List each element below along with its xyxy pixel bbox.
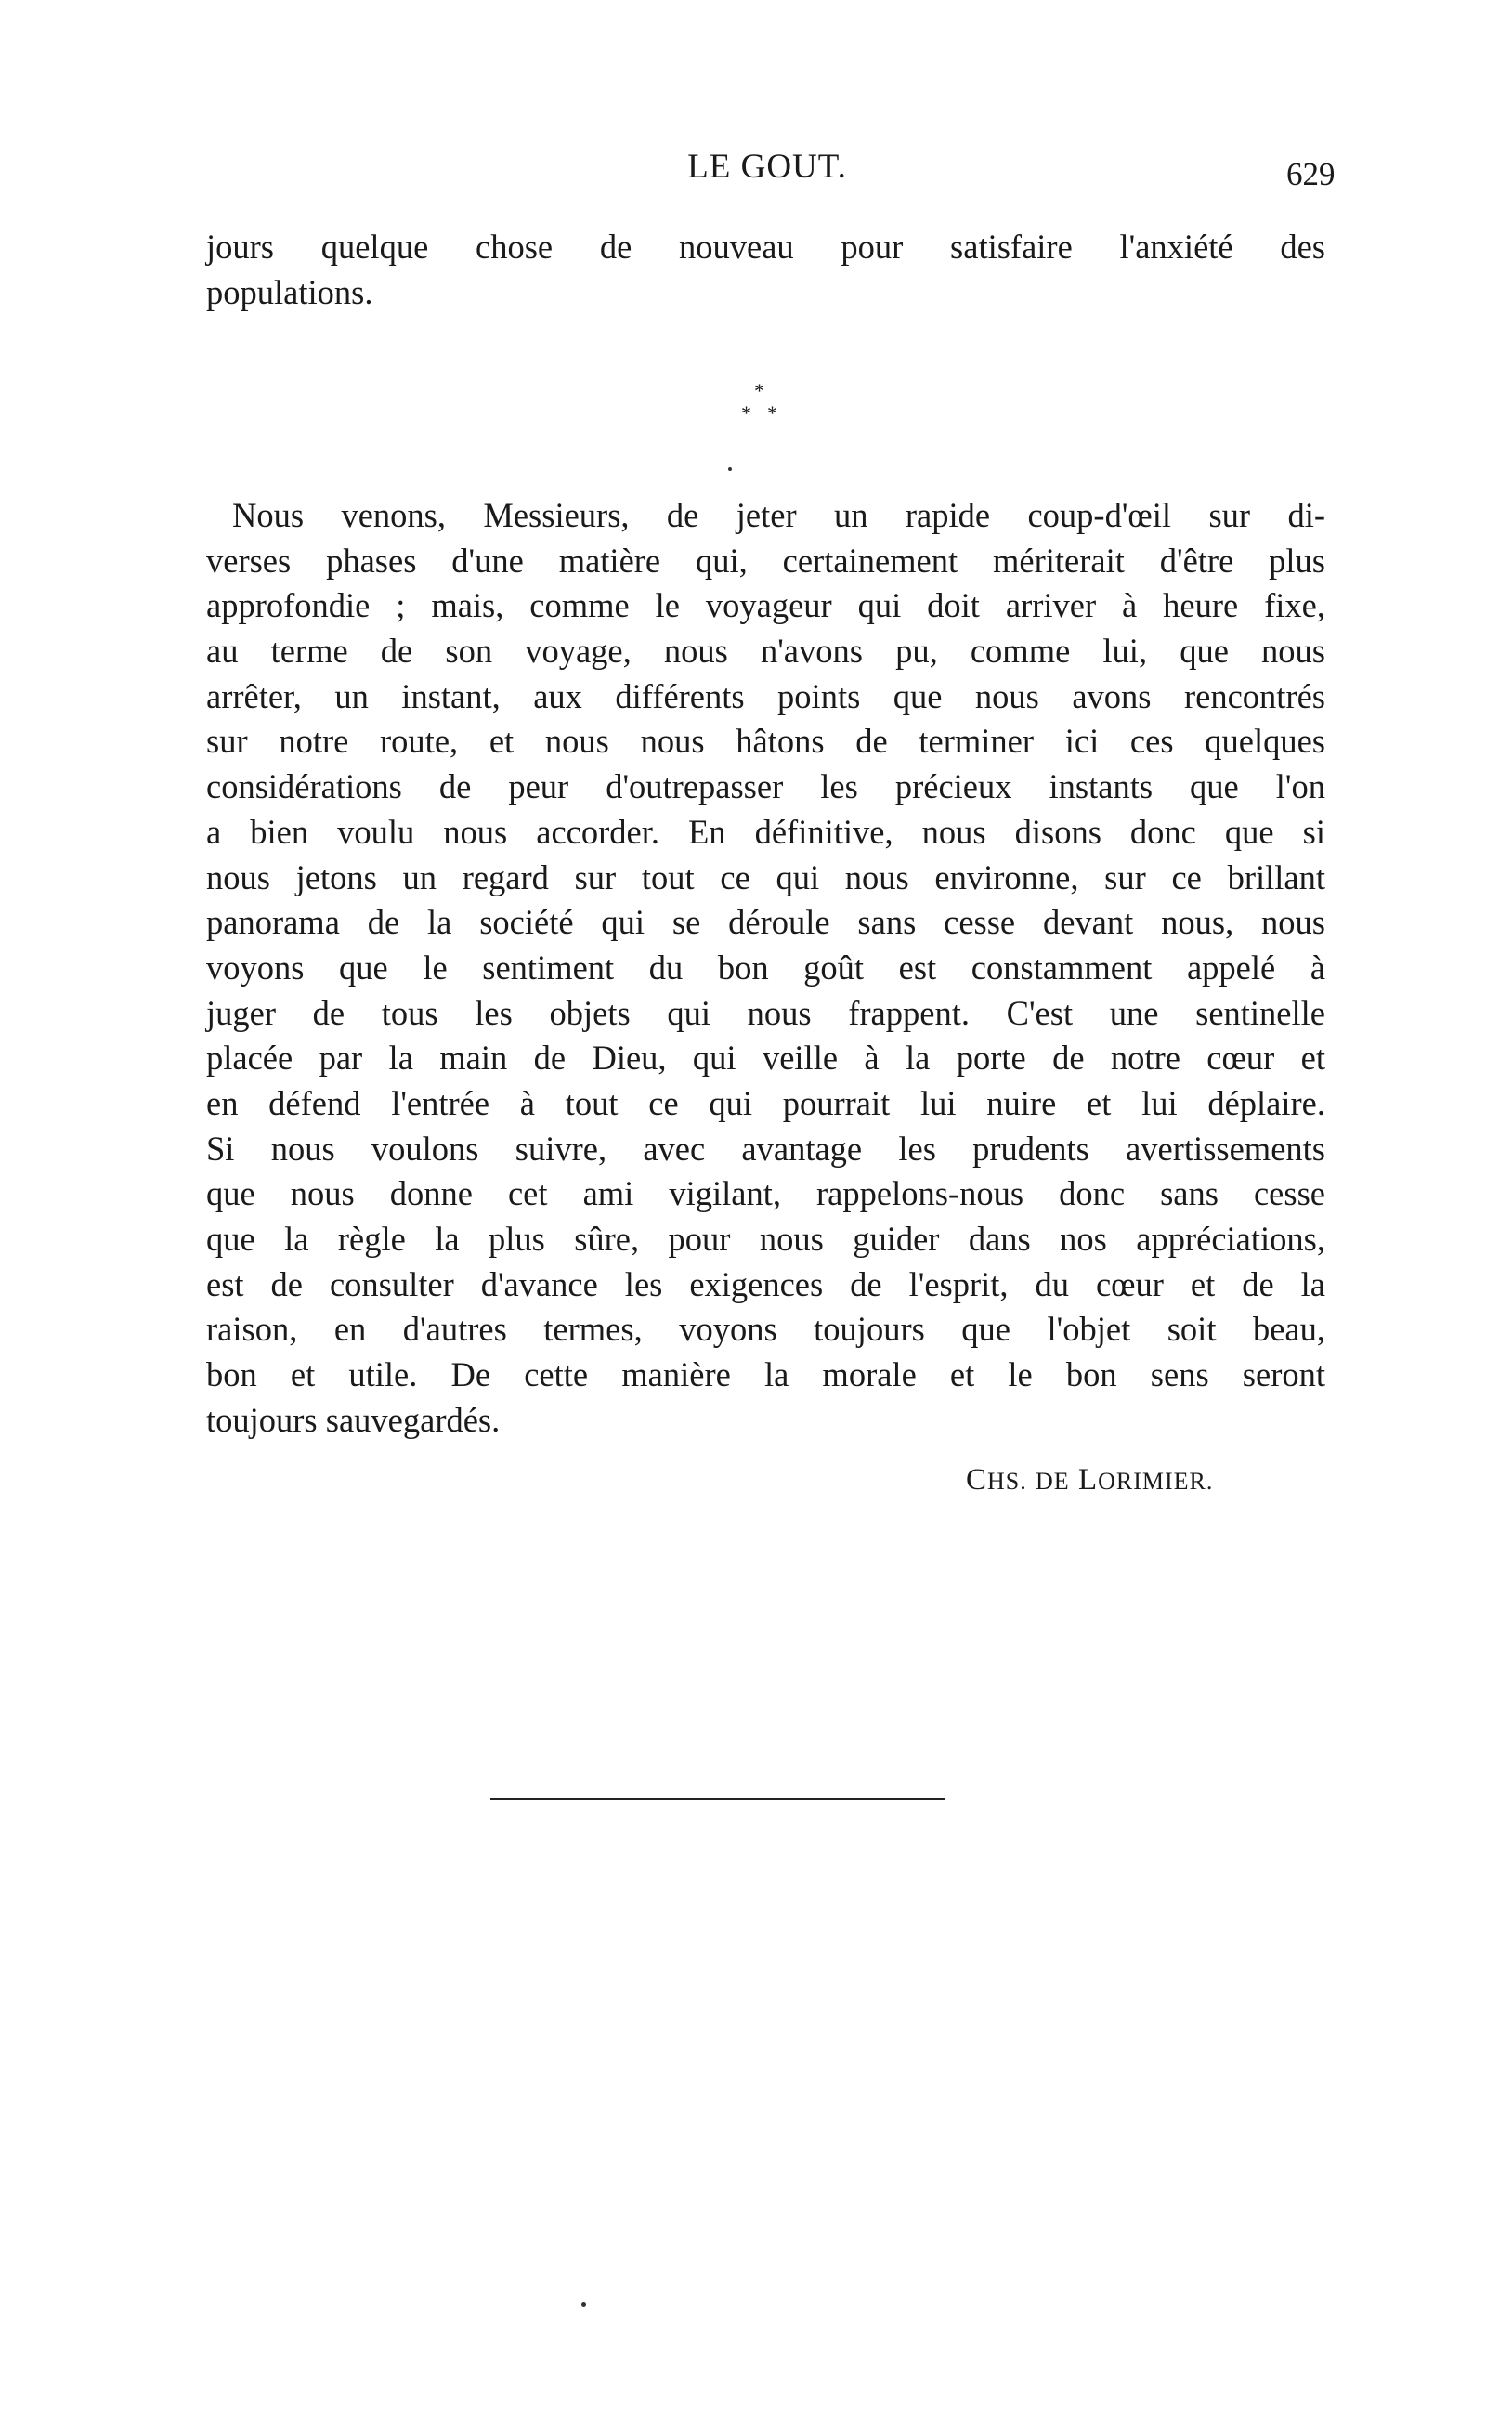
author-signature <box>966 1463 1213 1497</box>
end-rule <box>490 1798 945 1800</box>
text-line: juger de tous les objets qui nous frappent. C'est une sentinelle <box>206 993 1325 1032</box>
text-line: sur notre route, et nous nous hâtons de terminer ici ces quelques <box>206 722 1325 761</box>
text-line: que la règle la plus sûre, pour nous guider dans nos appréciations, <box>206 1220 1325 1258</box>
text-line: jours quelque chose de nouveau pour satisfaire l'anxiété des <box>206 228 1325 266</box>
text-line: approfondie ; mais, comme le voyageur qui doit arriver à heure fixe, <box>206 586 1325 625</box>
text-line: populations. <box>206 272 373 311</box>
text-line: considérations de peur d'outrepasser les précieux instants que l'on <box>206 767 1325 806</box>
text-line: a bien voulu nous accorder. En définitive, nous disons donc que si <box>206 812 1325 851</box>
text-line: toujours sauvegardés. <box>206 1400 501 1439</box>
page-header-title: LE GOUT. <box>687 148 847 186</box>
asterism-star: * <box>754 379 764 402</box>
signature-part: HS. <box>987 1468 1027 1495</box>
main-paragraph <box>206 493 1325 1443</box>
text-line: Nous venons, Messieurs, de jeter un rapide coup-d'œil sur di- <box>232 496 1325 534</box>
page-number: 629 <box>1286 156 1336 192</box>
asterism-star: * <box>741 401 751 425</box>
text-line: Si nous voulons suivre, avec avantage les prudents avertissements <box>206 1129 1325 1168</box>
asterism-star: * <box>767 401 777 425</box>
text-line: que nous donne cet ami vigilant, rappelons-nous donc sans cesse <box>206 1174 1325 1213</box>
text-line: arrêter, un instant, aux différents points que nous avons rencontrés <box>206 676 1325 715</box>
text-line: est de consulter d'avance les exigences de l'esprit, du cœur et de la <box>206 1264 1325 1303</box>
signature-part: DE <box>1036 1468 1070 1495</box>
section-asterism <box>734 379 799 453</box>
text-line: nous jetons un regard sur tout ce qui nous environne, sur ce brillant <box>206 857 1325 896</box>
text-line: placée par la main de Dieu, qui veille à la porte de notre cœur et <box>206 1039 1325 1078</box>
text-line: voyons que le sentiment du bon goût est constamment appelé à <box>206 948 1325 987</box>
text-line: bon et utile. De cette manière la morale et le bon sens seront <box>206 1355 1325 1394</box>
print-speck <box>581 2302 586 2307</box>
signature-part: ORIMIER. <box>1098 1468 1214 1495</box>
signature-initial: C <box>966 1463 988 1497</box>
signature-initial: L <box>1077 1463 1099 1497</box>
text-line: verses phases d'une matière qui, certainement mériterait d'être plus <box>206 541 1325 580</box>
text-line: en défend l'entrée à tout ce qui pourrait lui nuire et lui déplaire. <box>206 1083 1325 1122</box>
print-speck <box>728 467 732 471</box>
text-line: raison, en d'autres termes, voyons toujours que l'objet soit beau, <box>206 1310 1325 1349</box>
continuation-text <box>206 225 1325 315</box>
text-line: panorama de la société qui se déroule sans cesse devant nous, nous <box>206 903 1325 942</box>
text-line: au terme de son voyage, nous n'avons pu, comme lui, que nous <box>206 632 1325 671</box>
